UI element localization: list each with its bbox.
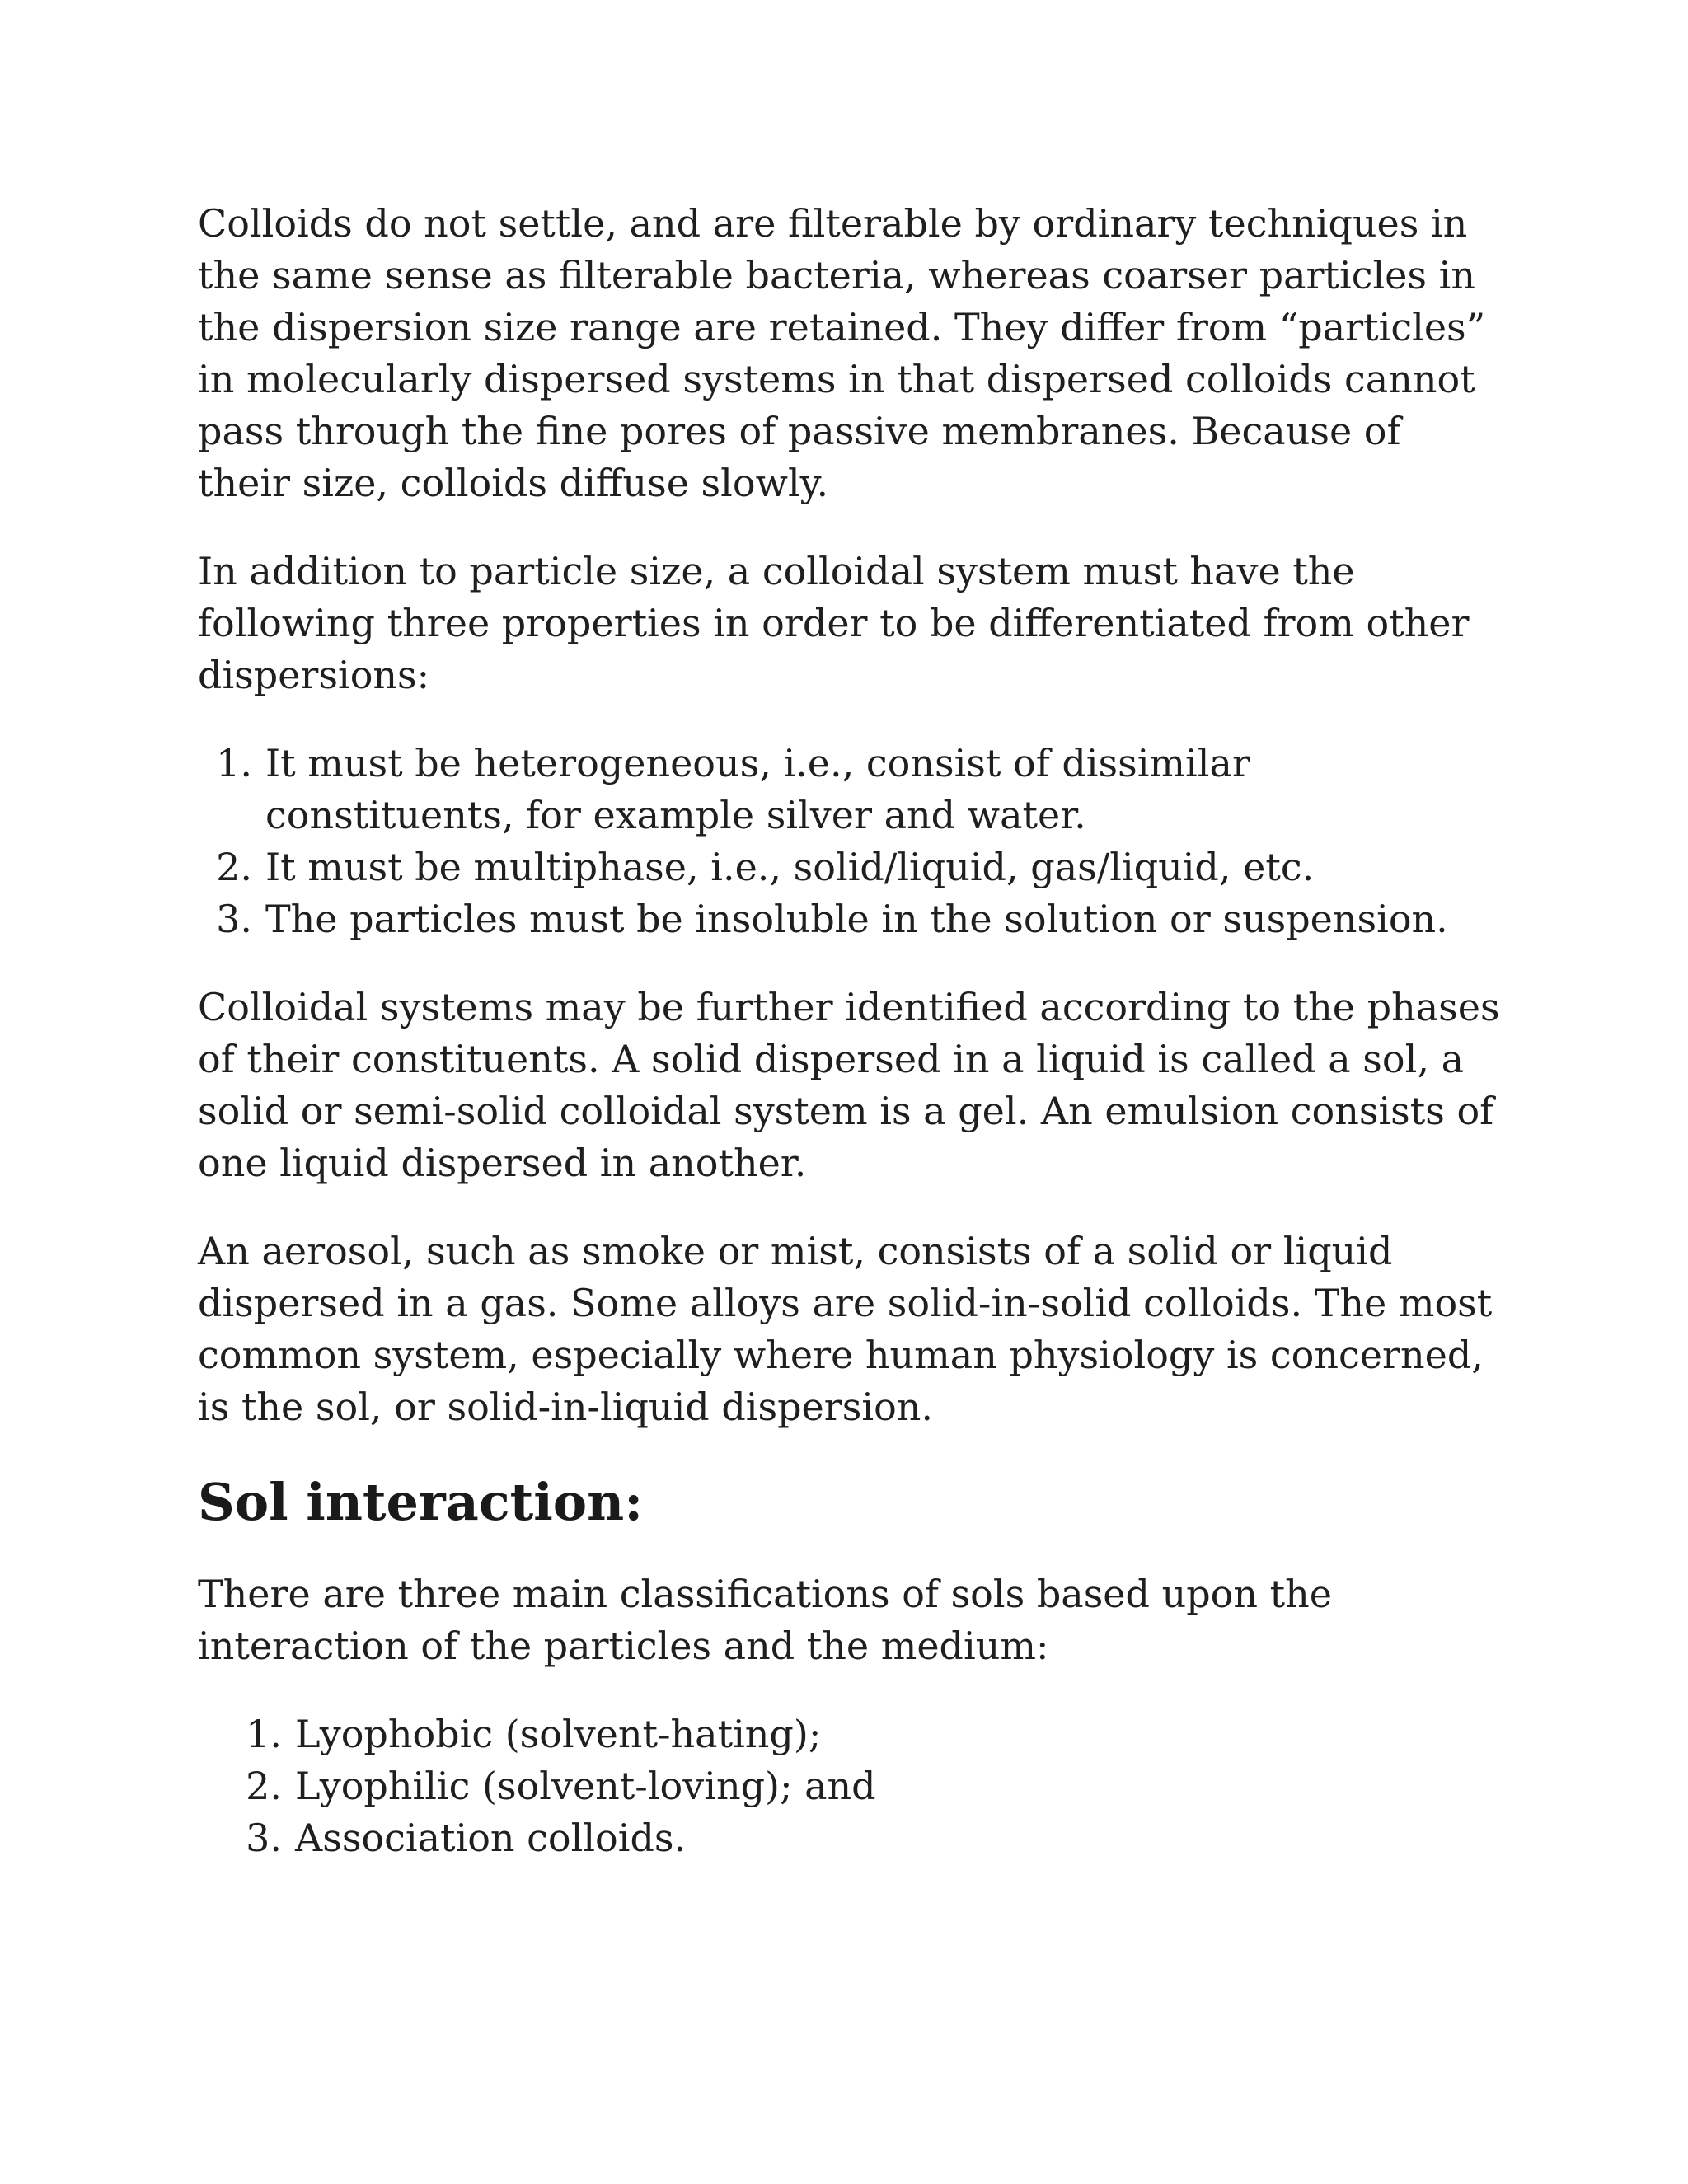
list-item-number: 1. xyxy=(246,1712,282,1756)
section-heading-sol-interaction: Sol interaction: xyxy=(198,1472,644,1532)
list-item-number: 3. xyxy=(216,897,252,941)
paragraph-sol-classifications-intro: There are three main classifications of sols based upon the interaction of the particles and the medium: xyxy=(198,1572,1332,1668)
paragraph-aerosol: An aerosol, such as smoke or mist, consists of a solid or liquid dispersed in a gas. Some alloys are solid-in-solid colloids. The most common system, especially where human physiology is concerned, is the sol, or solid-in-liquid dispersion. xyxy=(198,1229,1493,1429)
list-item-text: The particles must be insoluble in the solution or suspension. xyxy=(265,897,1448,941)
list-item xyxy=(198,1812,1500,1864)
list-item xyxy=(198,841,1500,893)
paragraph-colloidal-properties-intro: In addition to particle size, a colloidal system must have the following three properties in order to be differentiated from other dispersions: xyxy=(198,549,1470,697)
paragraph-colloids-settle: Colloids do not settle, and are filterable by ordinary techniques in the same sense as filterable bacteria, whereas coarser particles in the dispersion size range are retained. They differ from “particles” in molecularly dispersed systems in that dispersed colloids cannot pass through the fine pores of passive membranes. Because of their size, colloids diffuse slowly. xyxy=(198,201,1486,505)
list-item xyxy=(198,1708,1500,1760)
list-item-number: 2. xyxy=(246,1764,282,1808)
properties-list xyxy=(198,738,1500,945)
list-item-text: Association colloids. xyxy=(295,1816,687,1860)
sols-list xyxy=(198,1708,1500,1864)
list-item-text: Lyophilic (solvent-loving); and xyxy=(295,1764,876,1808)
paragraph-colloidal-phases: Colloidal systems may be further identified according to the phases of their constituents. A solid dispersed in a liquid is called a sol, a solid or semi-solid colloidal system is a gel. An emulsion consists of one liquid dispersed in another. xyxy=(198,985,1500,1185)
list-item-number: 1. xyxy=(216,741,252,785)
list-item-text: Lyophobic (solvent-hating); xyxy=(295,1712,822,1756)
list-item-text: It must be heterogeneous, i.e., consist of dissimilar constituents, for example silver and water. xyxy=(265,741,1250,837)
document-page xyxy=(198,198,1500,1900)
list-item xyxy=(198,738,1500,841)
list-item-number: 3. xyxy=(246,1816,282,1860)
list-item-text: It must be multiphase, i.e., solid/liquid, gas/liquid, etc. xyxy=(265,845,1315,889)
list-item xyxy=(198,1760,1500,1812)
list-item xyxy=(198,893,1500,945)
list-item-number: 2. xyxy=(216,845,252,889)
